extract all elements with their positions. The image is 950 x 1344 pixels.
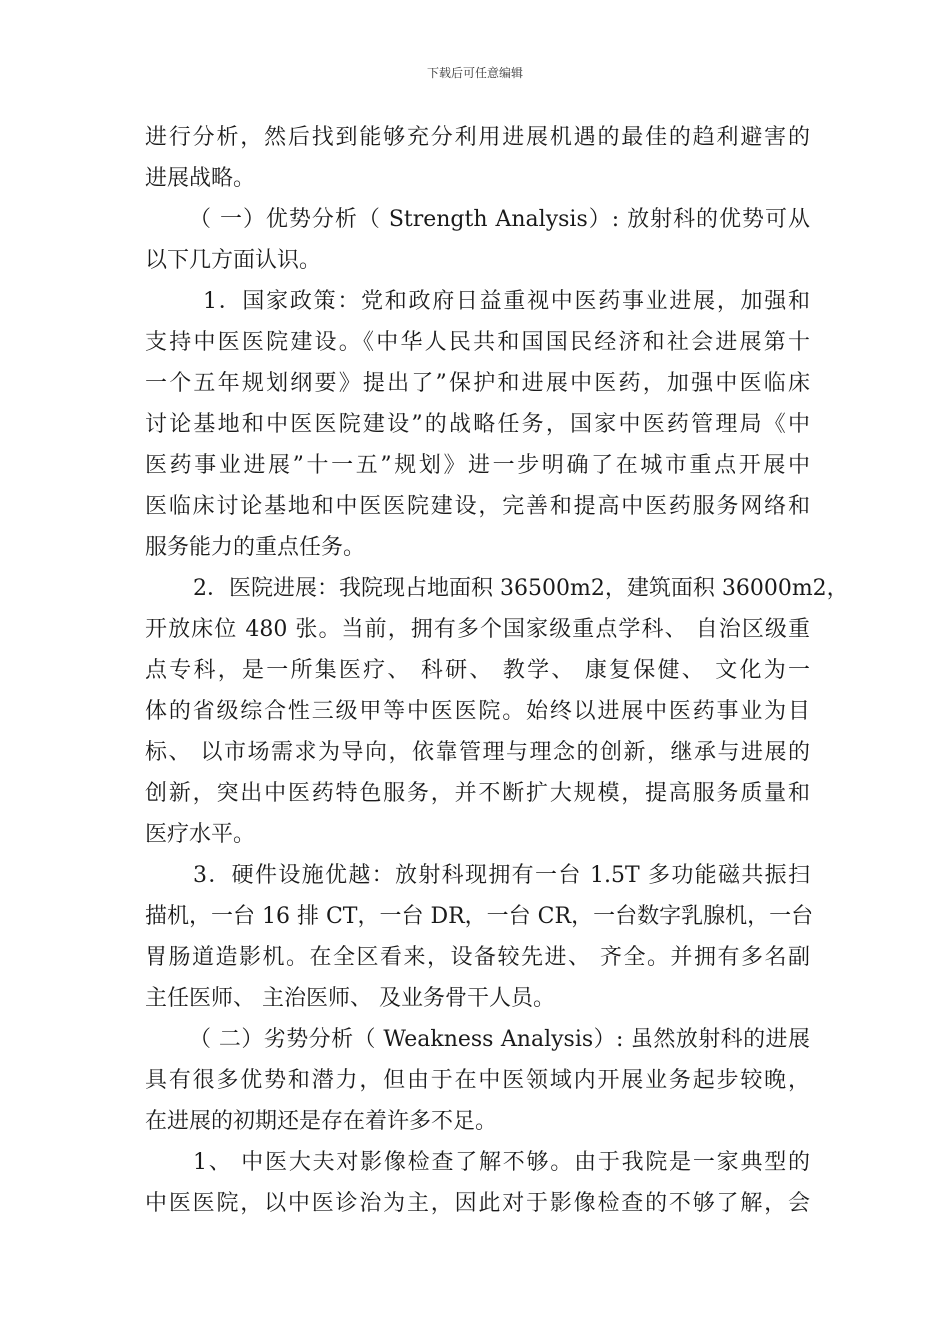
paragraph-line: 点专科，是一所集医疗、 科研、 教学、 康复保健、 文化为一 (145, 658, 810, 683)
paragraph-line: 描机，一台 16 排 CT，一台 DR，一台 CR，一台数字乳腺机，一台 (145, 904, 814, 929)
paragraph-line: 进行分析，然后找到能够充分利用进展机遇的最佳的趋利避害的 (145, 125, 810, 150)
paragraph-line: 胃肠道造影机。在全区看来，设备较先进、 齐全。并拥有多名副 (145, 945, 810, 970)
paragraph-line: 以下几方面认识。 (145, 248, 322, 273)
page-header: 下载后可任意编辑 (426, 66, 523, 80)
list-item-line: 1、 中医大夫对影像检查了解不够。由于我院是一家典型的 (193, 1150, 810, 1175)
section-heading-line: （ 二）劣势分析（ Weakness Analysis）: 虽然放射科的进展 (189, 1027, 810, 1052)
paragraph-line: 医疗水平。 (145, 822, 256, 847)
paragraph-line: 医药事业进展”十一五”规划》进一步明确了在城市重点开展中 (145, 453, 810, 478)
document-body (145, 117, 849, 1224)
list-item-line: 3．硬件设施优越：放射科现拥有一台 1.5T 多功能磁共振扫 (193, 863, 810, 888)
list-item-line: 1．国家政策：党和政府日益重视中医药事业进展，加强和 (203, 289, 810, 314)
paragraph-line: 进展战略。 (145, 166, 256, 191)
list-item-line: 2．医院进展：我院现占地面积 36500m2，建筑面积 36000m2， (193, 576, 849, 601)
paragraph-line: 中医医院，以中医诊治为主，因此对于影像检查的不够了解，会 (145, 1191, 810, 1216)
paragraph-line: 一个五年规划纲要》提出了”保护和进展中医药，加强中医临床 (145, 371, 810, 396)
section-heading-line: （ 一）优势分析（ Strength Analysis）: 放射科的优势可从 (189, 207, 810, 232)
paragraph-line: 服务能力的重点任务。 (145, 535, 366, 560)
paragraph-line: 具有很多优势和潜力，但由于在中医领域内开展业务起步较晚， (145, 1068, 810, 1093)
paragraph-line: 讨论基地和中医医院建设”的战略任务，国家中医药管理局《中 (145, 412, 810, 437)
paragraph-line: 体的省级综合性三级甲等中医医院。始终以进展中医药事业为目 (145, 699, 810, 724)
paragraph-line: 主任医师、 主治医师、 及业务骨干人员。 (145, 986, 555, 1011)
paragraph-line: 开放床位 480 张。当前，拥有多个国家级重点学科、 自治区级重 (145, 617, 810, 642)
paragraph-line: 创新，突出中医药特色服务，并不断扩大规模，提高服务质量和 (145, 781, 810, 806)
paragraph-line: 标、 以市场需求为导向，依靠管理与理念的创新，继承与进展的 (145, 740, 810, 765)
paragraph-line: 支持中医医院建设。《中华人民共和国国民经济和社会进展第十 (145, 330, 810, 355)
paragraph-line: 医临床讨论基地和中医医院建设，完善和提高中医药服务网络和 (145, 494, 810, 519)
paragraph-line: 在进展的初期还是存在着许多不足。 (145, 1109, 498, 1134)
